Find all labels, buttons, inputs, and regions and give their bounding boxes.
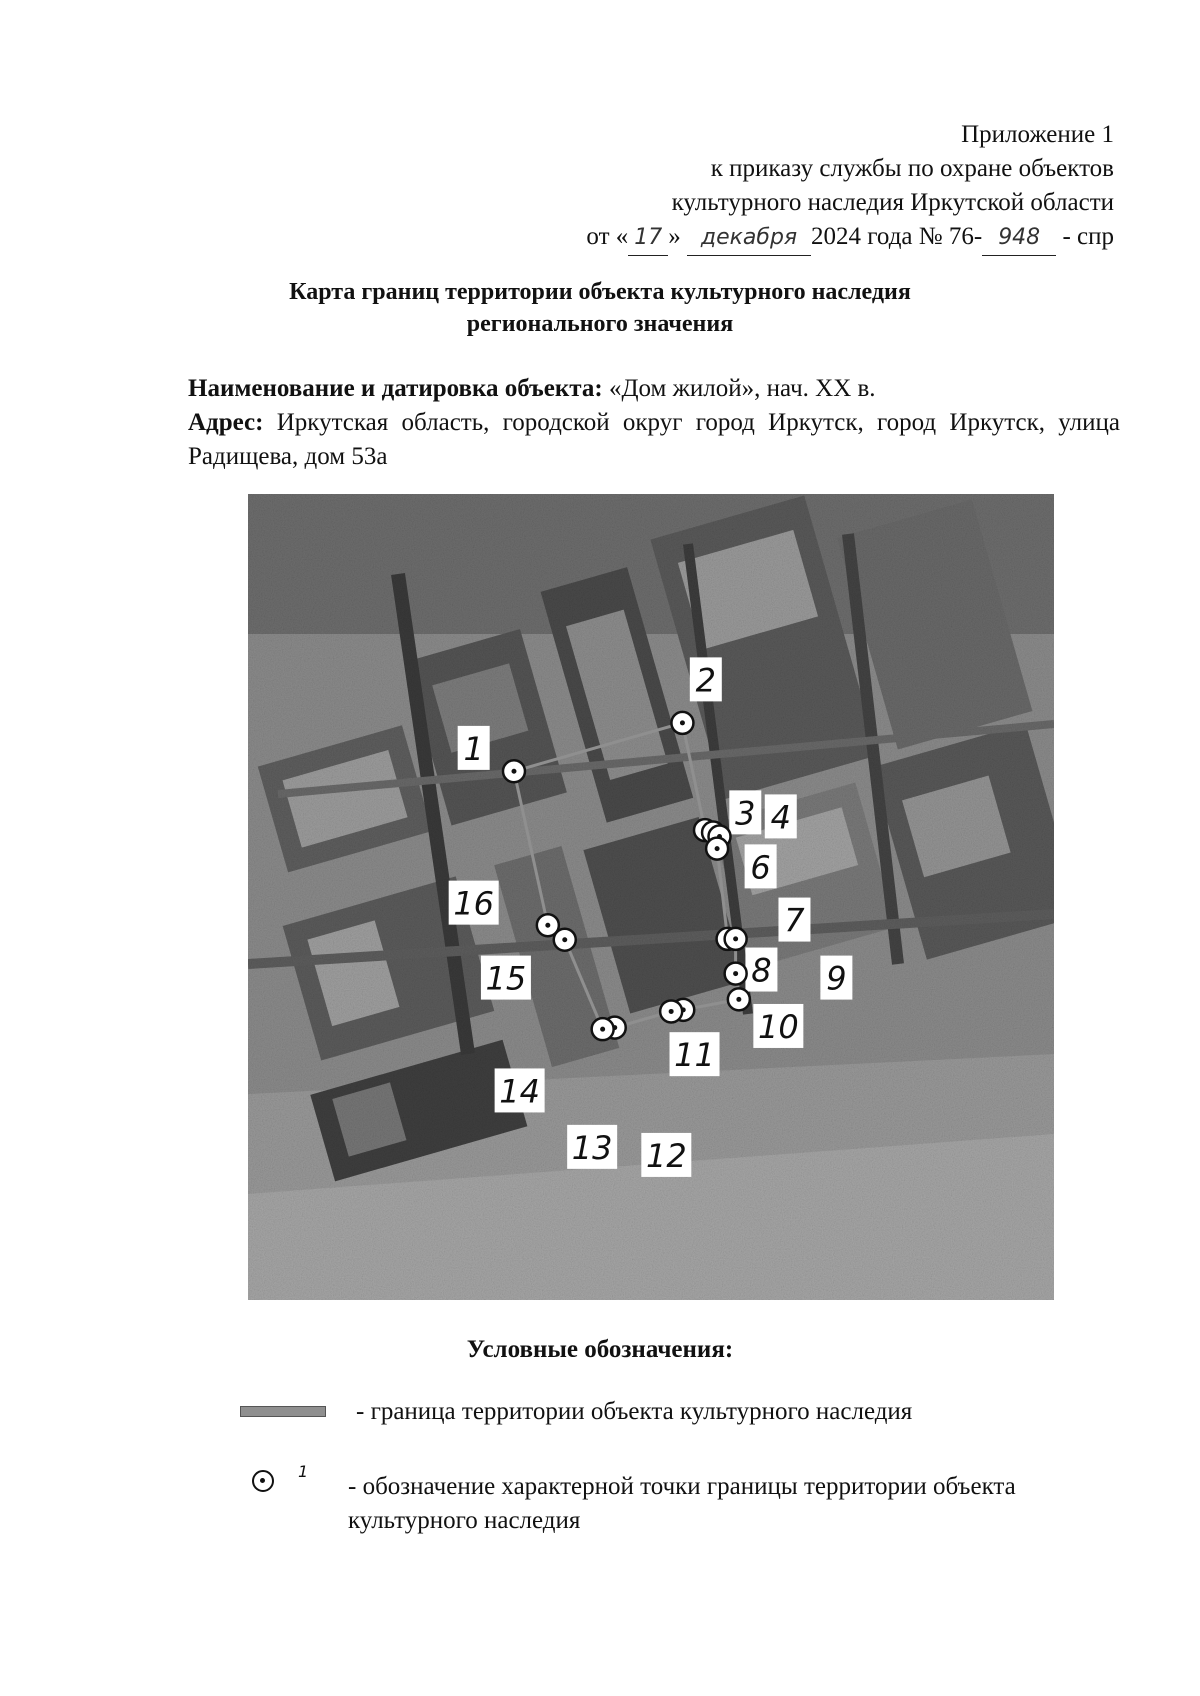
svg-text:2: 2 <box>695 661 716 700</box>
boundary-point-8 <box>725 928 747 950</box>
point-label-15 <box>481 956 531 1000</box>
title-line-1: Карта границ территории объекта культурного наследия <box>289 279 911 305</box>
point-label-8 <box>745 948 777 992</box>
object-address-label: Адрес: <box>188 409 264 436</box>
object-address-value: Иркутская область, городской округ город Иркутск, город Иркутск, улица Радищева, дом 53а <box>188 409 1121 470</box>
boundary-point-16 <box>537 914 559 936</box>
svg-text:15: 15 <box>485 959 527 998</box>
svg-text:6: 6 <box>750 848 771 887</box>
year-text: 2024 года № 76- <box>811 223 983 250</box>
boundary-point-9 <box>725 963 747 985</box>
point-label-10 <box>753 1004 803 1048</box>
svg-text:4: 4 <box>770 798 791 837</box>
boundary-point-6 <box>706 838 728 860</box>
svg-text:10: 10 <box>757 1007 799 1046</box>
boundary-point-14 <box>592 1018 614 1040</box>
number-suffix: - спр <box>1056 223 1114 250</box>
svg-text:16: 16 <box>453 884 495 923</box>
boundary-point-2 <box>671 712 693 734</box>
object-name-label: Наименование и датировка объекта: <box>188 375 603 402</box>
date-mid: » <box>668 223 681 250</box>
object-address <box>188 406 1120 474</box>
appendix-line-2: к приказу службы по охране объектов <box>710 155 1114 182</box>
handwritten-number: 948 <box>982 221 1056 256</box>
svg-text:3: 3 <box>735 794 756 833</box>
point-label-3 <box>729 790 761 834</box>
object-name-line <box>188 372 1120 406</box>
aerial-map <box>248 494 1054 1300</box>
legend-boundary-label: - граница территории объекта культурного наследия <box>356 1398 913 1425</box>
svg-text:8: 8 <box>751 951 772 990</box>
point-label-12 <box>641 1133 691 1177</box>
point-label-16 <box>449 881 499 925</box>
point-label-1 <box>458 726 490 770</box>
appendix-line-1: Приложение 1 <box>961 121 1114 148</box>
point-label-7 <box>778 898 810 942</box>
point-label-14 <box>495 1068 545 1112</box>
svg-text:9: 9 <box>826 959 847 998</box>
boundary-point-10 <box>728 988 750 1010</box>
handwritten-month: декабря <box>687 221 811 256</box>
svg-text:12: 12 <box>645 1136 687 1175</box>
legend-point-number: 1 <box>298 1462 309 1481</box>
map-imagery <box>248 494 1054 1300</box>
point-label-11 <box>670 1032 720 1076</box>
handwritten-day: 17 <box>628 221 668 256</box>
point-label-13 <box>567 1125 617 1169</box>
svg-text:7: 7 <box>784 901 805 940</box>
date-prefix: от « <box>586 223 629 250</box>
appendix-header <box>586 118 1114 256</box>
map-canvas <box>248 494 1054 1300</box>
svg-text:13: 13 <box>571 1128 613 1167</box>
svg-text:11: 11 <box>674 1036 715 1075</box>
boundary-point-1 <box>503 760 525 782</box>
legend-title: Условные обозначения: <box>466 1336 734 1363</box>
appendix-date-line <box>586 220 1114 256</box>
svg-text:1: 1 <box>463 729 484 768</box>
object-name-value: «Дом жилой», нач. XX в. <box>608 375 876 402</box>
title-line-2: регионального значения <box>466 311 734 337</box>
document-title <box>200 276 1000 340</box>
legend-point-label: - обозначение характерной точки границы территории объекта культурного наследия <box>348 1473 1016 1534</box>
svg-text:14: 14 <box>499 1072 540 1111</box>
appendix-line-3: культурного наследия Иркутской области <box>671 189 1114 216</box>
point-label-4 <box>765 794 797 838</box>
legend-boundary-swatch <box>240 1406 326 1417</box>
legend-point-icon <box>252 1470 274 1492</box>
point-label-2 <box>690 657 722 701</box>
point-label-6 <box>745 844 777 888</box>
point-label-9 <box>820 956 852 1000</box>
boundary-point-12 <box>660 1000 682 1022</box>
